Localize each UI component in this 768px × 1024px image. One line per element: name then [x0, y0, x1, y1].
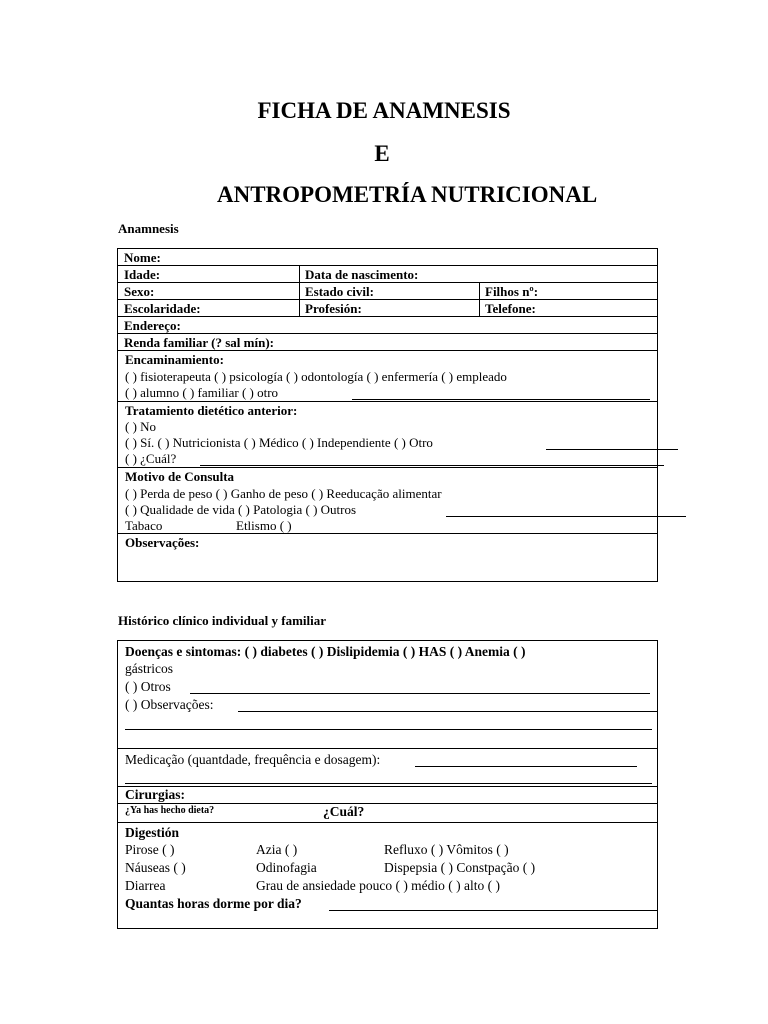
row-encaminhamento	[118, 350, 657, 401]
row-renda	[118, 333, 657, 350]
dieta-question[interactable]: ¿Ya has hecho dieta?	[125, 805, 215, 816]
digestao-nauseas[interactable]: Náuseas ( )	[125, 860, 186, 875]
tratamento-option-no[interactable]: ( ) No	[125, 419, 157, 434]
row-sexo	[118, 282, 657, 299]
doencas-cont: gástricos	[125, 661, 173, 676]
cirurgias-label[interactable]: Cirurgias:	[125, 787, 185, 802]
field-idade[interactable]: Idade:	[124, 267, 161, 282]
field-escolaridade[interactable]: Escolaridade:	[124, 301, 201, 316]
row-motivo	[118, 467, 657, 533]
field-telefone[interactable]: Telefone:	[485, 301, 536, 316]
dieta-cual[interactable]: ¿Cuál?	[323, 804, 365, 819]
encaminhamento-options-2[interactable]: ( ) alumno ( ) familiar ( ) otro	[125, 385, 279, 400]
doencas-observacoes-line-1[interactable]	[238, 711, 658, 712]
title-line-3: ANTROPOMETRÍA NUTRICIONAL	[217, 182, 598, 207]
sono-line[interactable]	[329, 910, 657, 911]
row-tratamento	[118, 401, 657, 467]
row-escolaridade	[118, 299, 657, 316]
tratamento-options-si[interactable]: ( ) Sí. ( ) Nutricionista ( ) Médico ( ) Independiente ( ) Otro	[125, 435, 433, 450]
row-endereco	[118, 316, 657, 333]
tratamento-otro-line[interactable]	[546, 449, 678, 450]
doencas-observacoes[interactable]: ( ) Observações:	[125, 697, 214, 712]
row-observacoes	[118, 533, 657, 581]
field-renda[interactable]: Renda familiar (? sal mín):	[124, 335, 274, 350]
encaminhamento-label: Encaminamiento:	[125, 352, 224, 367]
tratamento-cual-line[interactable]	[200, 465, 664, 466]
field-sexo[interactable]: Sexo:	[124, 284, 155, 299]
motivo-options-1[interactable]: ( ) Perda de peso ( ) Ganho de peso ( ) Reeducação alimentar	[125, 486, 442, 501]
encaminhamento-otro-line[interactable]	[352, 399, 650, 400]
digestao-refluxo-vomitos[interactable]: Refluxo ( ) Vômitos ( )	[384, 842, 509, 857]
section-label-historico: Histórico clínico individual y familiar	[118, 613, 326, 628]
sono-label[interactable]: Quantas horas dorme por dia?	[125, 896, 302, 911]
medicacao-line-1[interactable]	[415, 766, 637, 767]
section-label-anamnesis: Anamnesis	[118, 221, 179, 236]
doencas-otros-line[interactable]	[190, 693, 650, 694]
motivo-tabaco[interactable]: Tabaco	[125, 518, 163, 533]
motivo-etilismo[interactable]: Etlismo ( )	[236, 518, 292, 533]
digestao-azia[interactable]: Azia ( )	[256, 842, 298, 857]
historico-form	[117, 640, 658, 929]
field-data-nascimento[interactable]: Data de nascimento:	[305, 267, 419, 282]
digestao-pirose[interactable]: Pirose ( )	[125, 842, 175, 857]
digestao-odinofagia[interactable]: Odinofagia	[256, 860, 317, 875]
digestao-label: Digestión	[125, 825, 179, 840]
motivo-outros-line[interactable]	[446, 516, 686, 517]
field-nome[interactable]: Nome:	[124, 250, 161, 265]
tratamento-option-cual[interactable]: ( ) ¿Cuál?	[125, 451, 177, 466]
field-estado-civil[interactable]: Estado civil:	[305, 284, 374, 299]
motivo-label: Motivo de Consulta	[125, 469, 235, 484]
row-nome	[118, 249, 657, 265]
observacoes-label[interactable]: Observações:	[125, 535, 200, 550]
title-line-2: E	[374, 141, 390, 166]
motivo-options-2[interactable]: ( ) Qualidade de vida ( ) Patologia ( ) Outros	[125, 502, 357, 517]
doencas-observacoes-line-2[interactable]	[125, 729, 652, 730]
anamnesis-form	[117, 248, 658, 582]
medicacao-label[interactable]: Medicação (quantdade, frequência e dosagem):	[125, 752, 381, 767]
doencas-otros[interactable]: ( ) Otros	[125, 679, 171, 694]
field-endereco[interactable]: Endereço:	[124, 318, 181, 333]
digestao-dispepsia[interactable]: Dispepsia ( ) Constpação ( )	[384, 860, 536, 875]
medicacao-line-2[interactable]	[125, 783, 652, 784]
field-filhos[interactable]: Filhos nº:	[485, 284, 539, 299]
field-profesion[interactable]: Profesión:	[305, 301, 362, 316]
encaminhamento-options-1[interactable]: ( ) fisioterapeuta ( ) psicología ( ) odontología ( ) enfermería ( ) empleado	[125, 369, 507, 384]
doencas-label: Doenças e sintomas: ( ) diabetes ( ) Dislipidemia ( ) HAS ( ) Anemia ( )	[125, 644, 526, 659]
digestao-ansiedade[interactable]: Grau de ansiedade pouco ( ) médio ( ) alto ( )	[256, 878, 501, 893]
digestao-diarrea[interactable]: Diarrea	[125, 878, 166, 893]
title-line-1: FICHA DE ANAMNESIS	[257, 98, 511, 123]
row-idade	[118, 265, 657, 282]
tratamento-label: Tratamiento dietético anterior:	[125, 403, 298, 418]
